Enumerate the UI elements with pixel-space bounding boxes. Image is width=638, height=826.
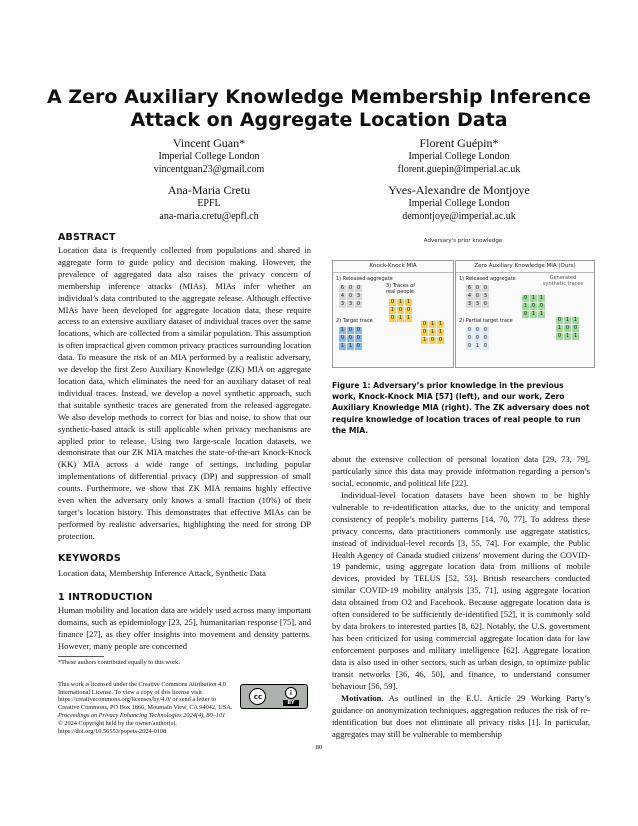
grid-cell: 0 [483, 335, 488, 341]
grid-cell: 0 [531, 303, 536, 309]
grid-cell: 0 [430, 337, 435, 343]
keywords-text: Location data, Membership Inference Attack, Synthetic Data [58, 568, 266, 578]
grid-cell: 1 [340, 327, 345, 333]
figure-top-title: Adversary's prior knowledge [423, 238, 503, 244]
traces-label: 3) Traces of real people [386, 283, 415, 295]
grid-cell: 0 [398, 307, 403, 313]
grid-cell: 0 [475, 335, 480, 341]
zero-knowledge-title: Zero Auxiliary Knowledge MIA (Ours) [474, 263, 576, 269]
grid-cell: 0 [348, 285, 353, 291]
grid-cell: 1 [531, 311, 536, 317]
grid-cell: 0 [523, 311, 528, 317]
grid-cell: 0 [483, 301, 488, 307]
target-trace-label: 2) Target trace [336, 318, 373, 324]
grid-cell: 3 [467, 301, 472, 307]
footnote-rule [58, 656, 104, 657]
grid-cell: 0 [467, 343, 472, 349]
grid-cell: 1 [406, 315, 411, 321]
grid-cell: 3 [340, 301, 345, 307]
grid-cell: 1 [430, 329, 435, 335]
grid-cell: 3 [483, 293, 488, 299]
grid-cell: 0 [467, 335, 472, 341]
grid-cell: 0 [356, 335, 361, 341]
grid-cell: 1 [398, 315, 403, 321]
paragraph-2: Individual-level location datasets have been shown to be highly vulnerable to re-identification attacks, due to the unicity and temporal consistency of people’s mobility patterns [14, 70, 77]. To address these privacy concerns, data practitioners commonly use aggregate statistics, instead of individual-level records [3, 55, 74]. For example, the Public Health Agency of Canada studied citizens’ movement during the COVID-19 pandemic, using aggregate location data from millions of mobile devices, provided by TELUS [52, 53]. British researchers conducted similar COVID-19 mobility analysis [35, 71], using aggregate location data obtained from O2 and Facebook. Because aggregate location data is often considered to be sufficiently de-identified [52], it is commonly sold by data brokers to interested parties [8, 62]. Notably, the U.S. government has been criticized for using commercial aggregate location data for law enforcement purposes and military intelligence [62]. Aggregate location data is also used in other sectors, such as urban design, to optimize public transit networks [36, 46, 50], and finance, to understand consumer behaviour [56, 59]. [332, 490, 590, 691]
author-block-3 [104, 183, 314, 223]
grid-cell: 4 [467, 293, 472, 299]
grid-cell: 0 [483, 327, 488, 333]
grid-cell: 0 [356, 327, 361, 333]
grid-cell: 0 [356, 301, 361, 307]
motivation-text: As outlined in the E.U. Article 29 Working Party’s guidance on anonymization techniques, aggregation reduces the risk of re-identification but does not eliminate all privacy risks [1]. In particular, aggregates may still be vulnerable to membership [332, 693, 590, 739]
grid-cell: 0 [565, 325, 570, 331]
copyright: © 2024 Copyright held by the owner/author(s). [58, 720, 177, 727]
grid-cell: 0 [348, 335, 353, 341]
grid-cell: 0 [340, 335, 345, 341]
grid-cell: 1 [422, 337, 427, 343]
paper-title: A Zero Auxiliary Knowledge Membership Inference Attack on Aggregate Location Data [47, 86, 591, 131]
grid-cell: 1 [398, 299, 403, 305]
figure-caption: Figure 1: Adversary’s prior knowledge in the previous work, Knock-Knock MIA [57] (left), and our work, Zero Auxiliary Knowledge MIA (right). The ZK adversary does not require knowledge of location traces of real people to run the MIA. [332, 381, 590, 435]
paragraph-3 [332, 693, 590, 741]
grid-cell: 1 [475, 343, 480, 349]
zero-knowledge-panel [455, 260, 595, 368]
author-affiliation: Imperial College London [158, 151, 260, 162]
grid-cell: 1 [430, 321, 435, 327]
grid-cell: 0 [483, 285, 488, 291]
author-name: Yves-Alexandre de Montjoye [388, 183, 530, 197]
grid-cell: 0 [557, 317, 562, 323]
grid-cell: 0 [573, 325, 578, 331]
grid-cell: 0 [557, 333, 562, 339]
author-block-4 [354, 183, 564, 223]
author-email: vincentguan23@gmail.com [153, 163, 265, 175]
target-grid [339, 327, 362, 350]
motivation-label: Motivation. [341, 693, 384, 703]
abstract-heading: ABSTRACT [58, 232, 116, 243]
author-email: demontjoye@imperial.ac.uk [402, 210, 516, 222]
knock-knock-title: Knock-Knock MIA [369, 263, 417, 269]
grid-cell: 1 [438, 321, 443, 327]
grid-cell: 1 [565, 333, 570, 339]
trace-grid-yellow-2 [421, 321, 444, 344]
aggregate-grid [339, 285, 362, 308]
author-affiliation: EPFL [197, 198, 221, 209]
grid-cell: 0 [422, 321, 427, 327]
grid-cell: 0 [438, 337, 443, 343]
grid-cell: 0 [356, 343, 361, 349]
grid-cell: 0 [483, 343, 488, 349]
grid-cell: 1 [340, 343, 345, 349]
grid-cell: 1 [523, 303, 528, 309]
author-name: Vincent Guan* [172, 136, 246, 150]
grid-cell: 6 [340, 285, 345, 291]
grid-cell: 1 [539, 295, 544, 301]
author-name: Ana-Maria Cretu [167, 183, 251, 197]
released-aggregate-label: 1) Released aggregate [459, 276, 516, 282]
grid-cell: 3 [475, 301, 480, 307]
author-name: Florent Guépin* [419, 136, 499, 150]
by-label: BY [283, 700, 298, 706]
author-email: ana-maria.cretu@epfl.ch [159, 210, 259, 222]
aggregate-grid [466, 285, 489, 308]
grid-cell: 1 [348, 343, 353, 349]
released-aggregate-label: 1) Released aggregate [336, 276, 393, 282]
synthetic-grid [522, 295, 545, 318]
grid-cell: 1 [531, 295, 536, 301]
page-number: 80 [315, 744, 323, 751]
grid-cell: 1 [573, 317, 578, 323]
grid-cell: 1 [573, 333, 578, 339]
partial-target-grid [466, 327, 489, 350]
section-heading-introduction: 1 INTRODUCTION [58, 592, 153, 603]
knock-knock-panel [332, 260, 454, 368]
grid-cell: 6 [467, 285, 472, 291]
grid-cell: 0 [475, 293, 480, 299]
grid-cell: 0 [475, 285, 480, 291]
grid-cell: 0 [390, 299, 395, 305]
doi-link[interactable]: https://doi.org/10.56553/popets-2024-0108 [58, 728, 167, 735]
grid-cell: 4 [340, 293, 345, 299]
cc-by-badge[interactable] [240, 684, 308, 709]
license-text: This work is licensed under the Creative Commons Attribution 4.0 International License. To view a copy of this license visit https://creativecommons.org/licenses/by/4.0/ or send a letter to Creative Commons, PO Box 1866, Mountain View, CA 94042, USA. [58, 681, 233, 711]
grid-cell: 3 [356, 293, 361, 299]
grid-cell: 0 [539, 303, 544, 309]
author-email: florent.guepin@imperial.ac.uk [397, 163, 521, 175]
figure-1 [332, 238, 594, 368]
synthetic-grid-2 [556, 317, 579, 340]
footnote: *These authors contributed equally to this work. [58, 659, 180, 666]
grid-cell: 0 [422, 329, 427, 335]
proceedings: Proceedings on Privacy Enhancing Technologies 2024(4), 80–101 [58, 712, 226, 719]
grid-cell: 0 [390, 315, 395, 321]
grid-cell: 1 [406, 299, 411, 305]
keywords-heading: KEYWORDS [58, 553, 121, 564]
partial-target-label: 2) Partial target trace [459, 318, 513, 324]
grid-cell: 0 [475, 327, 480, 333]
by-icon: i BY [283, 687, 298, 706]
cc-icon: cc [249, 688, 266, 705]
trace-grid-yellow [389, 299, 412, 322]
grid-cell: 1 [390, 307, 395, 313]
grid-cell: 1 [557, 325, 562, 331]
introduction-paragraph: Human mobility and location data are widely used across many important domains, such as epidemiology [23, 25], humanitarian response [75], and finance [27], as they offer insights into movement and density patterns. However, many people are concerned [58, 605, 311, 651]
grid-cell: 1 [539, 311, 544, 317]
grid-cell: 0 [348, 327, 353, 333]
grid-cell: 0 [467, 327, 472, 333]
grid-cell: 0 [406, 307, 411, 313]
abstract-body: Location data is frequently collected from populations and shared in aggregate form to guide policy and decision making. However, the prevalence of aggregated data also raises the privacy concern of membership inference attacks (MIAs). MIAs infer whether an individual’s data contributed to the aggregate release. Although effective MIAs have been developed for aggregate location data, these require access to an extensive auxiliary dataset of individual traces over the same locations, which are collected from a similar population. This assumption is often impractical given common privacy practices surrounding location data. To measure the risk of an MIA performed by a realistic adversary, we develop the first Zero Auxiliary Knowledge (ZK) MIA on aggregate location data, which eliminates the need for an auxiliary dataset of real individual traces. Instead, we develop a novel synthetic approach, such that suitable synthetic traces are generated from the released aggregate. We also develop methods to correct for bias and noise, to show that our synthetic-based attack is still applicable when privacy mechanisms are applied prior to release. Using two large-scale location datasets, we demonstrate that our ZK MIA matches the state-of-the-art Knock-Knock (KK) MIA across a wide range of settings, including popular implementations of differential privacy (DP) and suppression of small counts. Furthermore, we show that ZK MIA remains highly effective even when the adversary only knows a small fraction (10%) of their target’s location history. This demonstrates that effective MIAs can be performed by realistic adversaries, highlighting the need for strong DP protection. [58, 245, 311, 541]
paragraph-1: about the extensive collection of personal location data [29, 73, 79], particularly since this data may provide information regarding a person’s social, economic, and political life [22]. [332, 454, 590, 488]
author-block-1 [104, 136, 314, 176]
author-affiliation: Imperial College London [408, 151, 510, 162]
generated-traces-label: Generated synthetic traces [542, 275, 584, 287]
author-block-2 [354, 136, 564, 176]
grid-cell: 1 [565, 317, 570, 323]
grid-cell: 1 [438, 329, 443, 335]
grid-cell: 3 [348, 301, 353, 307]
grid-cell: 0 [348, 293, 353, 299]
grid-cell: 0 [356, 285, 361, 291]
author-affiliation: Imperial College London [408, 198, 510, 209]
grid-cell: 0 [523, 295, 528, 301]
